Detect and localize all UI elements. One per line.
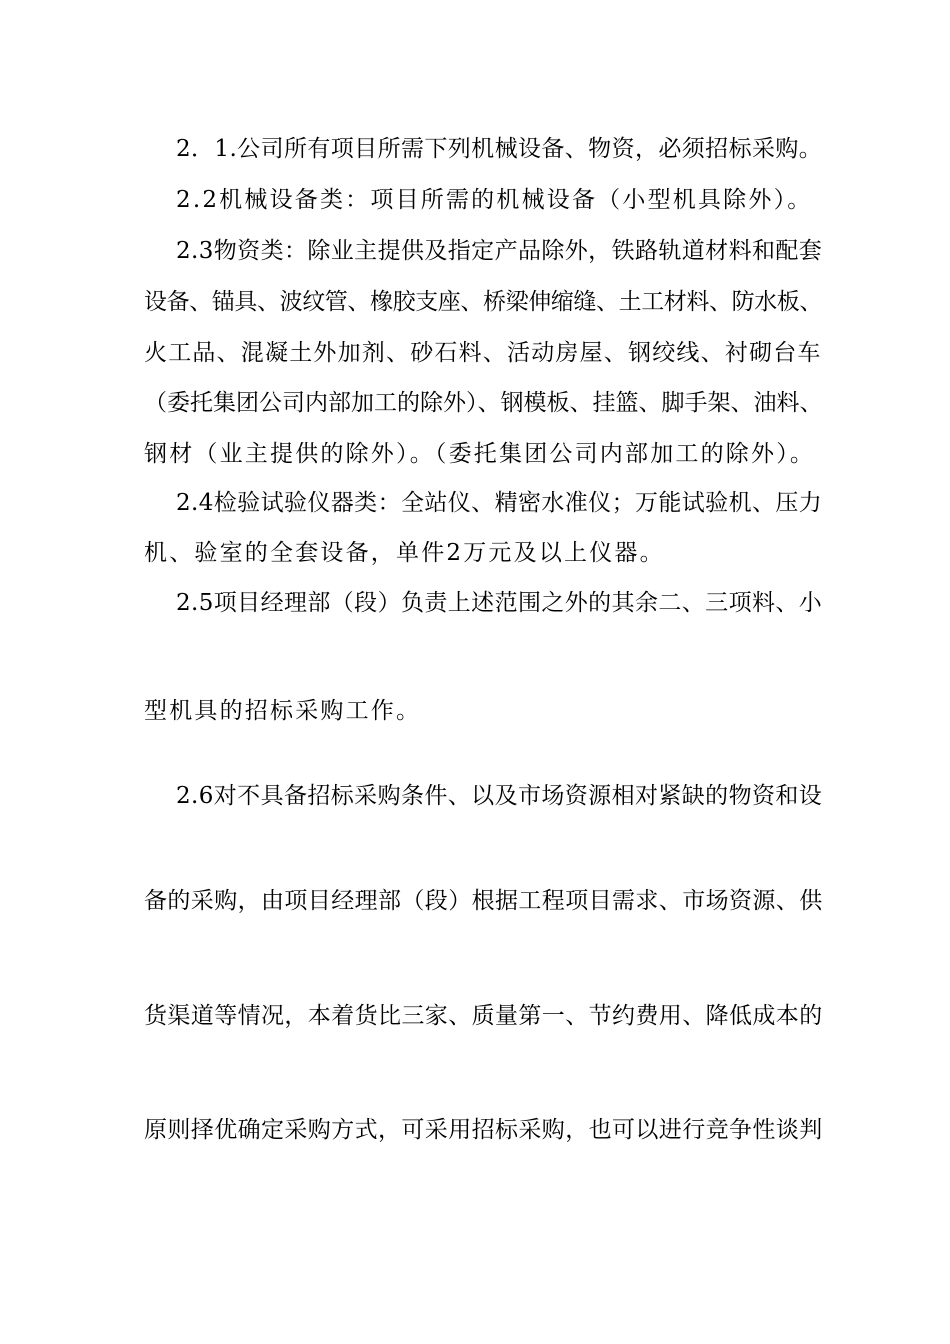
paragraph-2-6-line-3: 货渠道等情况，本着货比三家、质量第一、节约费用、降低成本的 <box>144 1003 823 1029</box>
paragraph-2-3-line-4: （委托集团公司内部加工的除外）、钢模板、挂篮、脚手架、油料、 <box>144 390 823 416</box>
paragraph-2-3-line-1: 2.3物资类：除业主提供及指定产品除外，铁路轨道材料和配套 <box>176 238 823 264</box>
paragraph-2-4-line-1: 2.4检验试验仪器类：全站仪、精密水准仪；万能试验机、压力 <box>176 490 823 516</box>
paragraph-2-4-line-2: 机、验室的全套设备，单件2万元及以上仪器。 <box>144 540 665 566</box>
paragraph-2-2: 2.2机械设备类：项目所需的机械设备（小型机具除外）。 <box>176 187 813 213</box>
paragraph-2-6-line-1: 2.6对不具备招标采购条件、以及市场资源相对紧缺的物资和设 <box>176 783 823 809</box>
paragraph-2-3-line-3: 火工品、混凝土外加剂、砂石料、活动房屋、钢绞线、衬砌台车 <box>144 340 822 366</box>
paragraph-2-6-line-2: 备的采购，由项目经理部（段）根据工程项目需求、市场资源、供 <box>144 888 823 914</box>
paragraph-2-3-line-5: 钢材（业主提供的除外）。（委托集团公司内部加工的除外）。 <box>144 441 816 467</box>
paragraph-2-5-line-2: 型机具的招标采购工作。 <box>144 698 422 724</box>
paragraph-2-6-line-4: 原则择优确定采购方式，可采用招标采购，也可以进行竞争性谈判 <box>144 1117 823 1143</box>
paragraph-2-1: 2．1.公司所有项目所需下列机械设备、物资，必须招标采购。 <box>176 136 823 162</box>
paragraph-2-3-line-2: 设备、锚具、波纹管、橡胶支座、桥梁伸缩缝、土工材料、防水板、 <box>144 289 823 315</box>
paragraph-2-5-line-1: 2.5项目经理部（段）负责上述范围之外的其余二、三项料、小 <box>176 590 823 616</box>
